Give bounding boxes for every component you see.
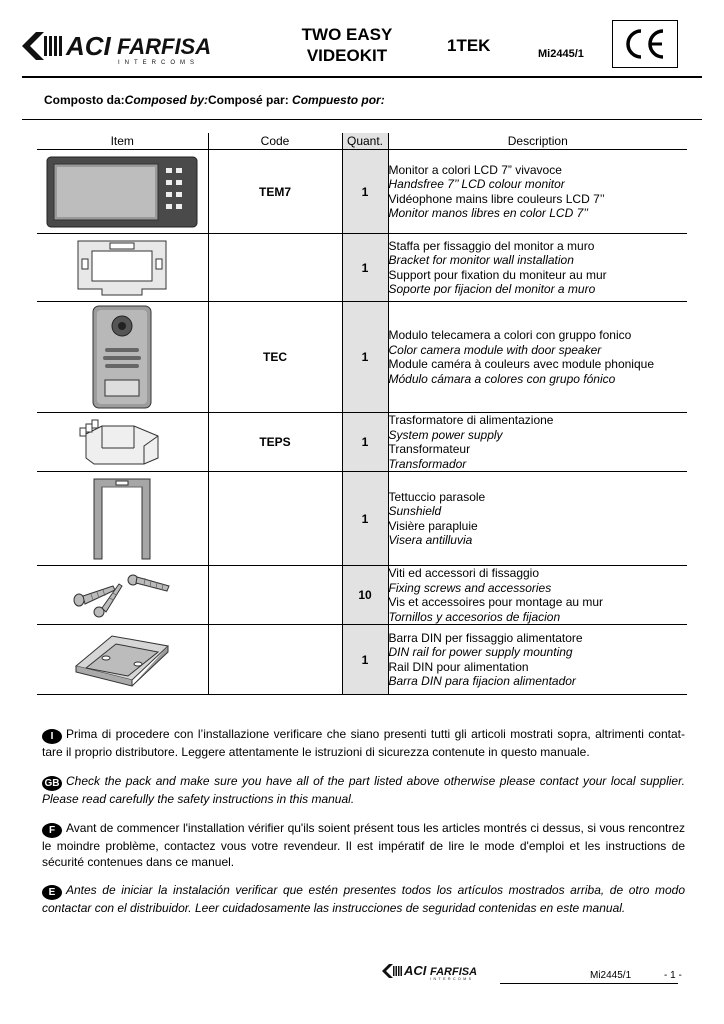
footer-document-code: Mi2445/1: [590, 970, 632, 981]
language-badge-it: I: [42, 729, 62, 744]
monitor-image: [46, 156, 198, 228]
item-description: Monitor a colori LCD 7” vivavoce Handsfree 7’’ LCD colour monitor Vidéophone mains libre couleurs LCD 7’’ Monitor manos libres en color LCD 7’’: [388, 150, 687, 234]
composed-by-line: Composto da:Composed by:Composé par: Compuesto por:: [44, 93, 385, 107]
item-quantity: 1: [342, 472, 388, 566]
item-quantity: 10: [342, 566, 388, 625]
header-description: Description: [388, 133, 687, 150]
language-badge-e: E: [42, 885, 62, 900]
item-quantity: 1: [342, 302, 388, 413]
table-row: [37, 413, 687, 472]
item-description: Trasformatore di alimentazione System power supply Transformateur Transformador: [388, 413, 687, 472]
item-image-cell: [37, 302, 208, 413]
note-french: F Avant de commencer l'installation vérifier qu'ils soient présent tous les articles montrés ci dessus, si vous rencontrez le moindre problème, contactez vous votre revendeur. Il est impératif de lire le mode d'emploi et les instructions de sécurité contenues dans ce manuel.: [42, 821, 685, 869]
power-supply-image: [74, 418, 170, 466]
page-number: - 1 -: [664, 970, 682, 981]
svg-text:FARFISA: FARFISA: [430, 966, 478, 978]
item-code: TEPS: [208, 413, 342, 472]
ce-mark: [612, 20, 678, 68]
item-description: Barra DIN per fissaggio alimentatore DIN rail for power supply mounting Rail DIN pour alimentation Barra DIN para fijacion alimentador: [388, 625, 687, 695]
item-code: [208, 566, 342, 625]
sunshield-image: [90, 475, 154, 563]
item-image-cell: [37, 625, 208, 695]
acifarfisa-logo: [22, 26, 252, 66]
item-image-cell: [37, 566, 208, 625]
svg-text:FARFISA: FARFISA: [117, 34, 212, 59]
language-badge-gb: GB: [42, 776, 62, 791]
bracket-image: [72, 237, 172, 299]
table-row: [37, 566, 687, 625]
svg-text:ACI: ACI: [66, 31, 111, 61]
camera-module-image: [91, 304, 153, 410]
document-title: TWO EASY VIDEOKIT: [301, 25, 393, 65]
section-rule: [22, 119, 702, 120]
item-quantity: 1: [342, 625, 388, 695]
language-badge-f: F: [42, 823, 62, 838]
table-row: [37, 302, 687, 413]
table-row: [37, 472, 687, 566]
footer-rule: [500, 983, 678, 984]
note-italian: I Prima di procedere con l’installazione verificare che siano presenti tutti gli articoli mostrati sopra, altrimenti contat-tare il proprio distributore. Leggere attentamente le istruzioni di sicurezza contenute in questo manuale.: [42, 727, 685, 759]
header-rule: [22, 76, 702, 78]
model-number: 1TEK: [447, 36, 491, 55]
svg-text:ACI: ACI: [404, 963, 427, 978]
header-code: Code: [208, 133, 342, 150]
item-image-cell: [37, 413, 208, 472]
item-code: [208, 234, 342, 302]
item-code: TEC: [208, 302, 342, 413]
screws-image: [69, 572, 175, 618]
din-rail-image: [72, 630, 172, 690]
item-image-cell: [37, 234, 208, 302]
ce-mark-icon: [623, 28, 667, 60]
page-header: [22, 18, 702, 74]
header-item: Item: [37, 133, 208, 150]
table-row: [37, 625, 687, 695]
item-quantity: 1: [342, 234, 388, 302]
item-description: Tettuccio parasole Sunshield Visière parapluie Visera antilluvia: [388, 472, 687, 566]
item-description: Viti ed accessori di fissaggio Fixing screws and accessories Vis et accessoires pour montage au mur Tornillos y accesorios de fijacion: [388, 566, 687, 625]
document-code: Mi2445/1: [538, 48, 584, 60]
note-english: GB Check the pack and make sure you have all of the part listed above otherwise please contact your local supplier. Please read carefully the safety instructions in this manual.: [42, 774, 685, 806]
svg-text:INTERCOMS: INTERCOMS: [118, 60, 199, 66]
header-quant: Quant.: [342, 133, 388, 150]
item-code: [208, 472, 342, 566]
item-description: Modulo telecamera a colori con gruppo fonico Color camera module with door speaker Module caméra à couleurs avec module phonique Módulo cámara a colores con grupo fónico: [388, 302, 687, 413]
table-header-row: [37, 133, 687, 150]
item-code: [208, 625, 342, 695]
kit-contents-table: [37, 133, 687, 695]
table-row: [37, 150, 687, 234]
item-quantity: 1: [342, 150, 388, 234]
table-row: [37, 234, 687, 302]
item-quantity: 1: [342, 413, 388, 472]
item-image-cell: [37, 472, 208, 566]
item-code: TEM7: [208, 150, 342, 234]
svg-text:INTERCOMS: INTERCOMS: [430, 977, 474, 981]
note-spanish: E Antes de iniciar la instalación verificar que estén presentes todos los artículos mostrados arriba, de otro modo contactar con el distribuidor. Leer cuidadosamente las instrucciones de seguridad contenidas en este manual.: [42, 883, 685, 915]
item-image-cell: [37, 150, 208, 234]
footer-acifarfisa-logo: [382, 961, 497, 981]
item-description: Staffa per fissaggio del monitor a muro Bracket for monitor wall installation Support pour fixation du moniteur au mur Soporte por fijacion del monitor a muro: [388, 234, 687, 302]
